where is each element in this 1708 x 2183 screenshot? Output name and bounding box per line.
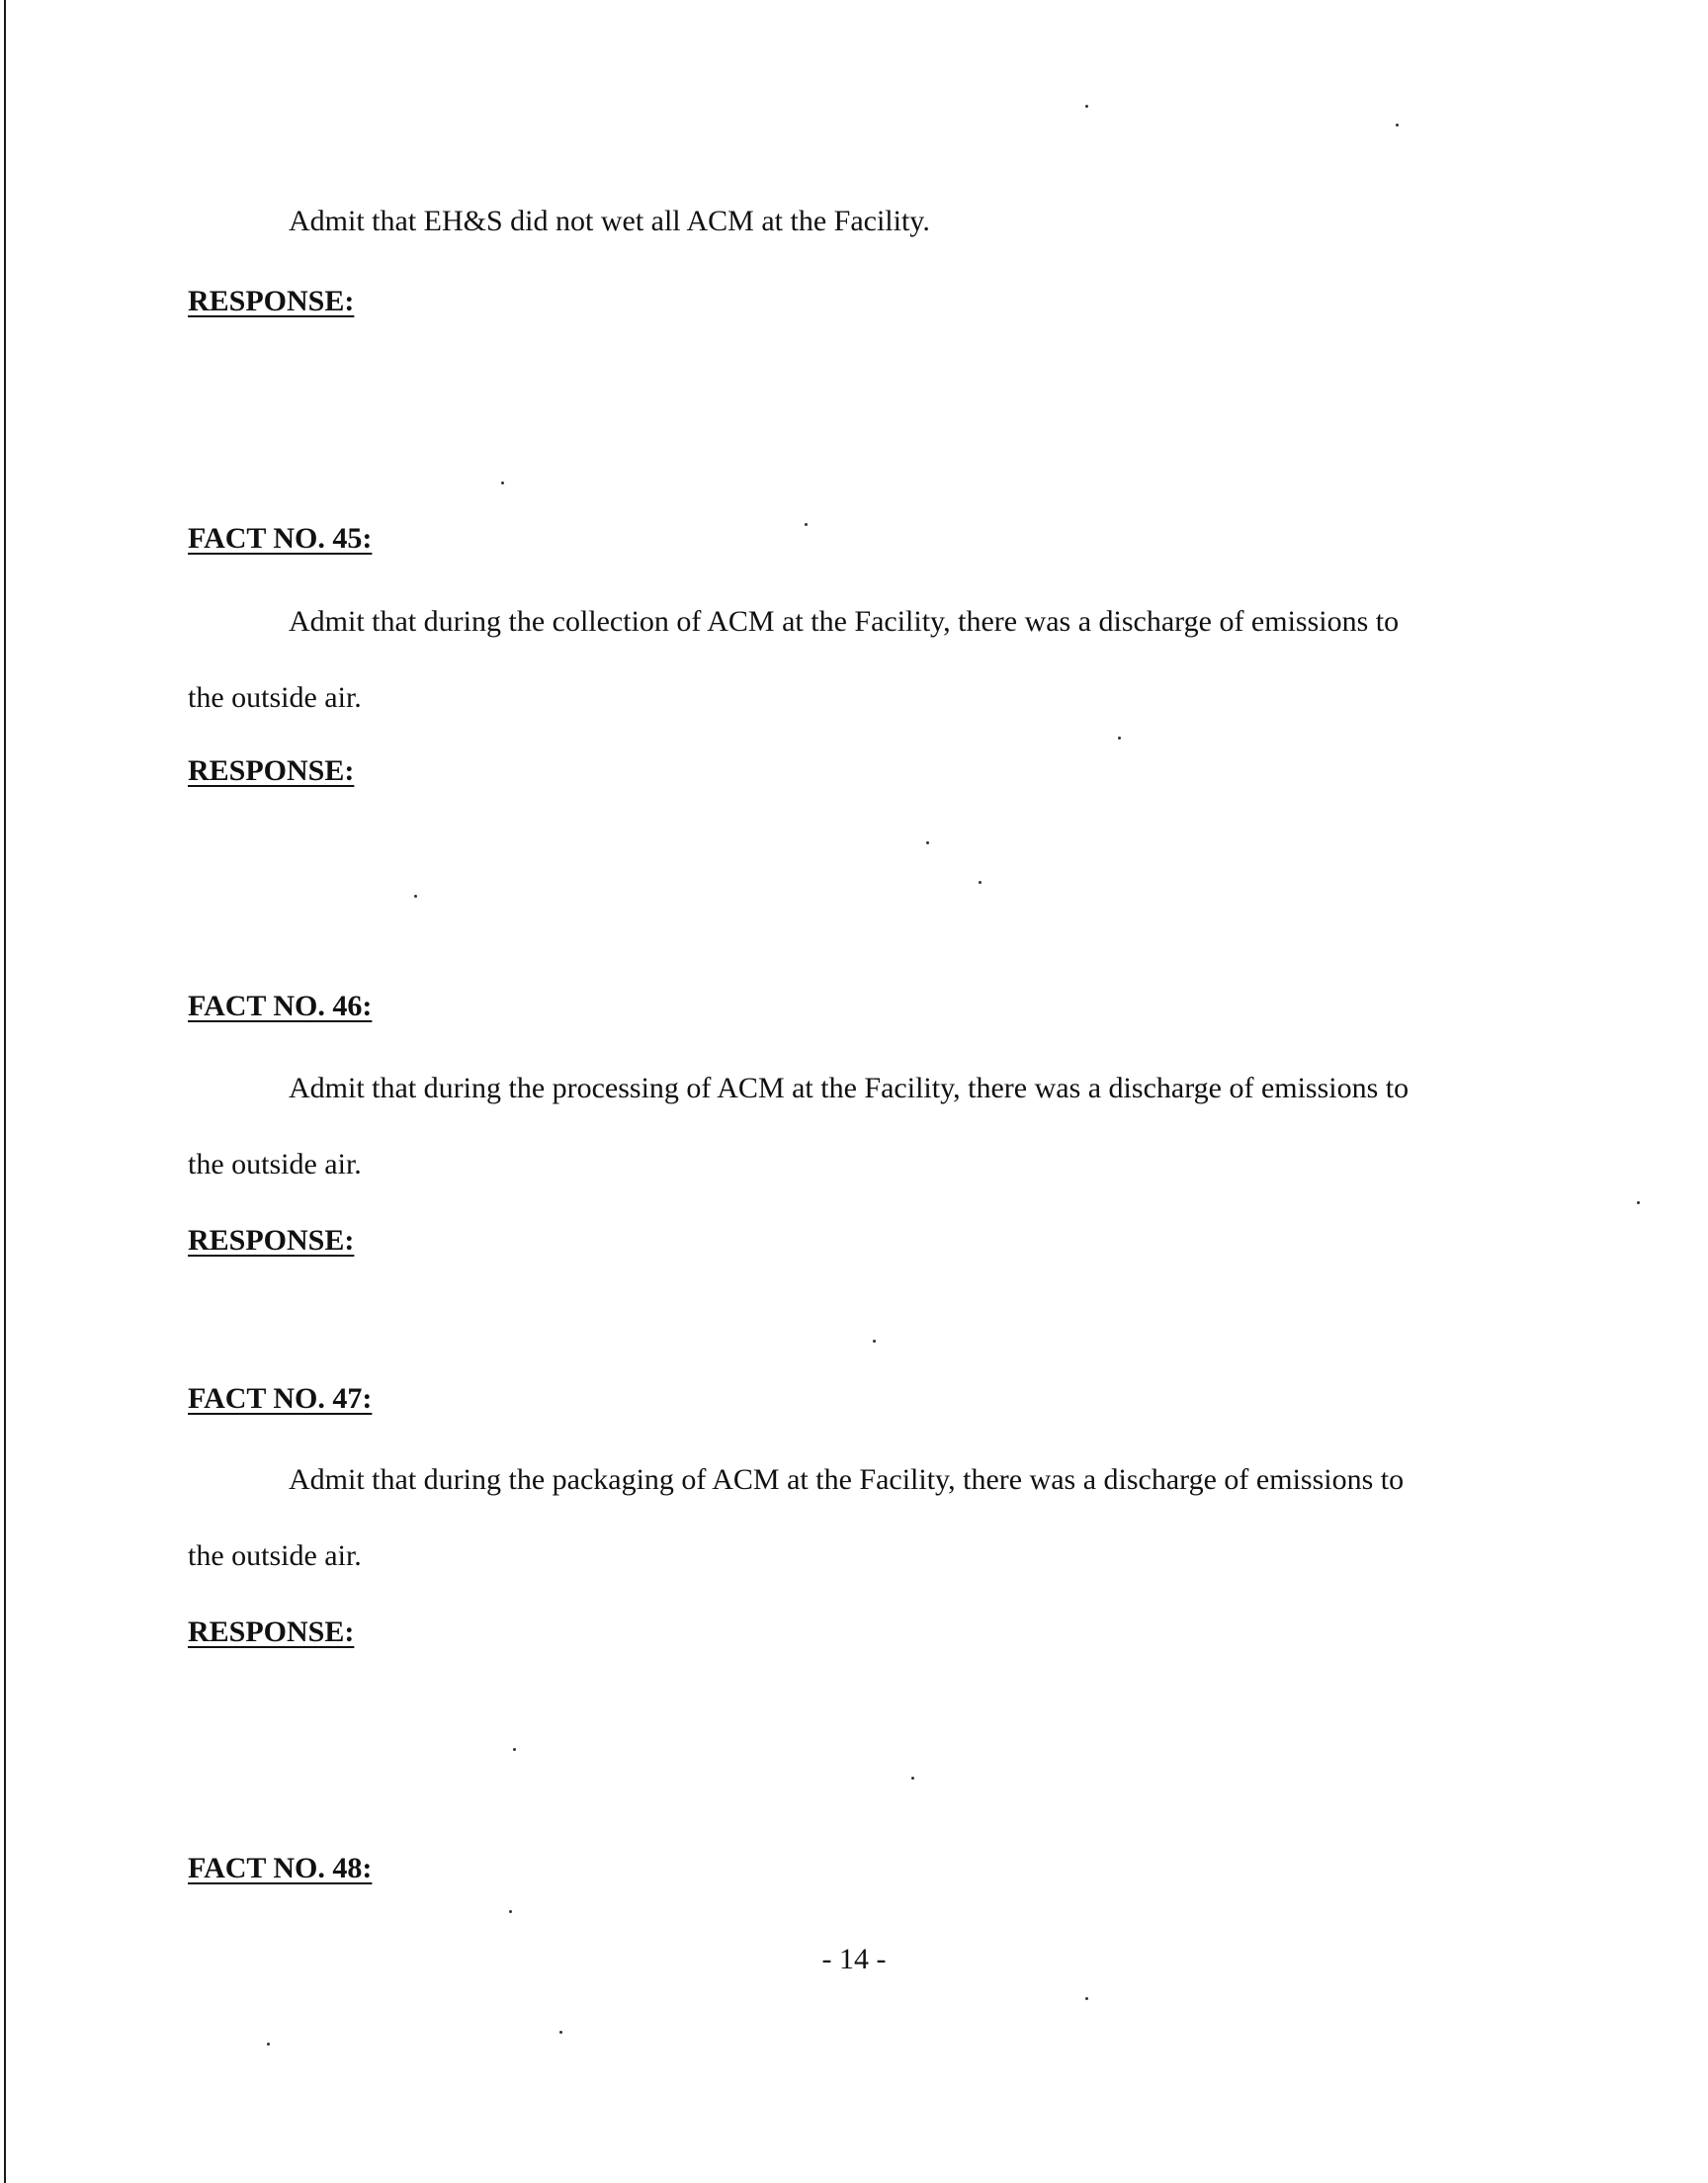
scan-speck (559, 2031, 562, 2034)
fact-45-heading: FACT NO. 45: (188, 522, 373, 555)
scan-speck (267, 2043, 270, 2046)
response-heading-44: RESPONSE: (188, 285, 355, 317)
scan-speck (501, 481, 504, 484)
scan-speck (1118, 737, 1121, 740)
fact-48-heading: FACT NO. 48: (188, 1852, 373, 1884)
left-margin-line (4, 0, 6, 2183)
scan-speck (1396, 124, 1399, 127)
scan-speck (414, 895, 417, 898)
scan-speck (509, 1910, 512, 1913)
fact-46-heading: FACT NO. 46: (188, 990, 373, 1022)
fact-47-paragraph: Admit that during the packaging of ACM at the Facility, there was a discharge of emissions to the outside air. (188, 1463, 1405, 1572)
scan-speck (805, 523, 808, 526)
scan-speck (1085, 1997, 1088, 2000)
fact-45-paragraph: Admit that during the collection of ACM at the Facility, there was a discharge of emissions to the outside air. (188, 605, 1400, 714)
response-heading-45: RESPONSE: (188, 754, 355, 787)
fact-46-paragraph: Admit that during the processing of ACM at the Facility, there was a discharge of emissions to the outside air. (188, 1072, 1409, 1180)
response-heading-47: RESPONSE: (188, 1615, 355, 1648)
fact-47-heading: FACT NO. 47: (188, 1382, 373, 1415)
scan-speck (926, 841, 929, 844)
scan-speck (979, 881, 982, 884)
scan-speck (513, 1748, 516, 1751)
scan-speck (1085, 105, 1088, 108)
intro-paragraph: Admit that EH&S did not wet all ACM at the Facility. (289, 205, 930, 237)
scan-speck (911, 1777, 914, 1780)
scan-speck (1637, 1201, 1640, 1204)
scan-speck (873, 1340, 876, 1343)
response-heading-46: RESPONSE: (188, 1224, 355, 1257)
page-number: - 14 - (821, 1943, 887, 1975)
